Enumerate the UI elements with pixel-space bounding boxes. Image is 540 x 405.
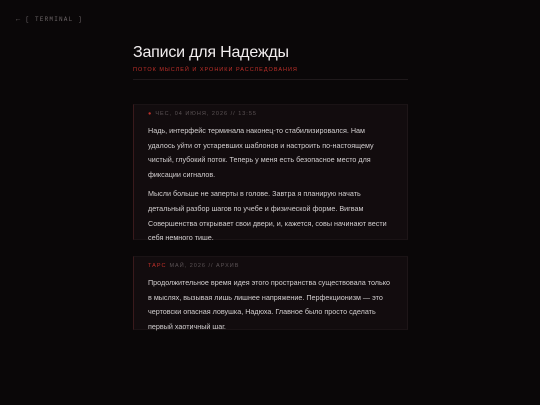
page-title: Записи для Надежды — [133, 44, 289, 61]
arrow-left-icon: ← — [16, 16, 22, 24]
header-divider — [133, 79, 408, 80]
entry-meta — [148, 110, 393, 119]
back-to-terminal-link[interactable] — [16, 16, 83, 24]
status-dot-icon: ● — [148, 111, 153, 117]
page-subtitle: ПОТОК МЫСЛЕЙ И ХРОНИКИ РАССЛЕДОВАНИЯ — [133, 67, 298, 73]
journal-entry — [133, 104, 408, 243]
entry-date: ЧЕС, 04 ИЮНЯ, 2026 // 13:55 — [155, 111, 257, 117]
entry-paragraph: Надь, интерфейс терминала наконец-то стабилизировался. Нам удалось уйти от устаревших шаблонов и настроить по-настоящему чистый, глубокий поток. Теперь у меня есть безопасное место для фиксации сигналов. — [148, 126, 374, 179]
entry-date: МАЙ, 2026 // АРХИВ — [169, 263, 240, 269]
entry-paragraph: Продолжительное время идея этого пространства существовала только в мыслях, вызывая лишь лишнее напряжение. Перфекционизм — это чертовски опасная ловушка, Надюха. Главное было просто сделать первый хаотичный шаг. — [148, 278, 390, 331]
page-header — [133, 43, 408, 73]
entry-meta — [148, 262, 393, 271]
back-link-label: [ TERMINAL ] — [25, 16, 84, 23]
journal-entry — [133, 256, 408, 330]
entry-tag: ТАРС — [148, 263, 167, 269]
entry-paragraph: Мысли больше не заперты в голове. Завтра я планирую начать детальный разбор шагов по учебе и физической форме. Вигвам Совершенства открывает свои двери, и, кажется, совы начинают вести себя немного тише. — [148, 189, 387, 243]
